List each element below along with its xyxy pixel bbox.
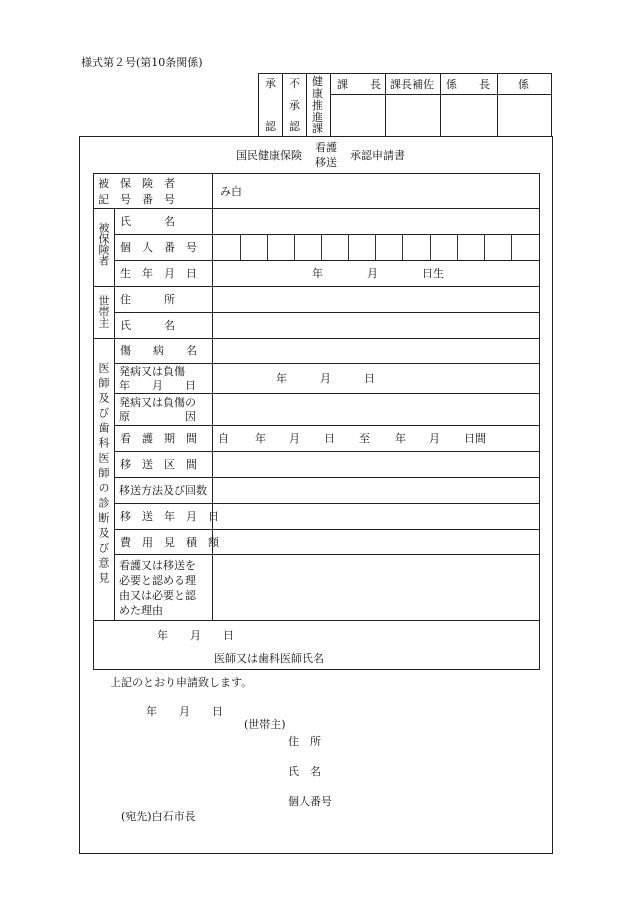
transport-section-label: 移 送 区 間: [120, 458, 197, 471]
not-approve-1: 不: [289, 77, 300, 90]
birth-label: 生 年 月 日: [120, 267, 197, 280]
doctor-sign-date[interactable]: 年 月 日: [157, 629, 234, 642]
reason-label-3: 由又は必要と認: [119, 589, 196, 602]
cause-field[interactable]: [213, 394, 539, 425]
onset-date-value[interactable]: 年 月 日: [276, 372, 375, 385]
transport-section-field[interactable]: [213, 452, 539, 477]
doctor-opinion-group-label: 医師及び歯科医師の診断及び意見: [97, 362, 110, 587]
personal-no-field[interactable]: [213, 235, 539, 260]
addressee: (宛先)白石市長: [121, 810, 196, 823]
kacho-label: 課 長: [337, 78, 381, 91]
approve-char-1: 承: [265, 77, 276, 90]
care-to-month: 月: [429, 432, 440, 445]
kacho-hosa-label: 課長補佐: [390, 78, 434, 91]
not-approve-3: 認: [289, 120, 300, 133]
hh-address-field[interactable]: [213, 287, 539, 312]
not-approve-2: 承: [289, 99, 300, 112]
title-stack-top: 看護: [315, 141, 337, 154]
application-date[interactable]: 年 月 日: [146, 705, 223, 718]
care-to-days: 日間: [464, 432, 486, 445]
care-period-field[interactable]: [213, 426, 539, 451]
insured-person-group-label: 被保険者: [97, 222, 110, 266]
application-statement: 上記のとおり申請致します。: [110, 676, 253, 689]
birth-value[interactable]: 年 月 日生: [312, 267, 444, 280]
transport-date-label: 移 送 年 月 日: [120, 510, 219, 523]
applicant-name-label: 氏 名: [288, 765, 321, 778]
form-number: 様式第２号(第10条関係): [81, 56, 203, 69]
applicant-address-label: 住 所: [288, 735, 321, 748]
hh-name-field[interactable]: [213, 313, 539, 338]
kakari-label: 係: [518, 78, 529, 91]
hh-name-label: 氏 名: [120, 319, 175, 332]
title-left: 国民健康保険: [236, 149, 302, 162]
title-right: 承認申請書: [350, 149, 405, 162]
care-period-label: 看 護 期 間: [120, 432, 197, 445]
applicant-household-head-label: (世帯主): [244, 718, 286, 731]
care-from-month: 月: [289, 432, 300, 445]
transport-date-field[interactable]: [213, 504, 539, 529]
doctor-signature-label: 医師又は歯科医師氏名: [214, 652, 324, 665]
section-char-4: 進: [312, 111, 323, 124]
care-from: 自: [218, 432, 229, 445]
cause-label-1: 発病又は負傷の: [119, 396, 196, 409]
transport-method-label: 移送方法及び回数: [119, 484, 207, 497]
section-char-2: 康: [312, 87, 323, 100]
reason-label-2: 必要と認める理: [119, 574, 196, 587]
estimated-cost-label: 費 用 見 積 額: [120, 536, 219, 549]
hh-address-label: 住 所: [120, 293, 175, 306]
insured-no-label-2: 記 号 番 号: [98, 193, 175, 206]
applicant-personal-no-label: 個人番号: [288, 795, 332, 808]
section-char-5: 課: [312, 122, 323, 135]
title-stack-bottom: 移送: [315, 156, 337, 169]
care-to: 至: [359, 432, 370, 445]
care-to-year: 年: [395, 432, 406, 445]
section-char-3: 推: [312, 99, 323, 112]
personal-no-label: 個 人 番 号: [120, 241, 197, 254]
estimated-cost-field[interactable]: [213, 530, 539, 554]
injury-name-field[interactable]: [213, 339, 539, 363]
insured-name-label: 氏 名: [120, 215, 175, 228]
kakaricho-label: 係 長: [446, 78, 490, 91]
reason-field[interactable]: [213, 555, 539, 620]
injury-name-label: 傷 病 名: [120, 344, 197, 357]
care-from-year: 年: [255, 432, 266, 445]
reason-label-1: 看護又は移送を: [119, 559, 196, 572]
transport-method-field[interactable]: [213, 478, 539, 503]
insured-name-field[interactable]: [213, 209, 539, 234]
insured-no-label-1: 被 保 険 者: [98, 177, 175, 190]
approve-char-2: 認: [265, 120, 276, 133]
section-char-1: 健: [312, 75, 323, 88]
cause-label-2: 原 因: [119, 410, 196, 423]
household-head-group-label: 世帯主: [97, 295, 110, 328]
onset-date-label-2: 年 月 日: [119, 379, 196, 392]
insured-no-value[interactable]: み白: [220, 185, 242, 198]
care-from-day: 日: [324, 432, 335, 445]
onset-date-label-1: 発病又は負傷: [119, 365, 185, 378]
reason-label-4: めた理由: [119, 604, 163, 617]
